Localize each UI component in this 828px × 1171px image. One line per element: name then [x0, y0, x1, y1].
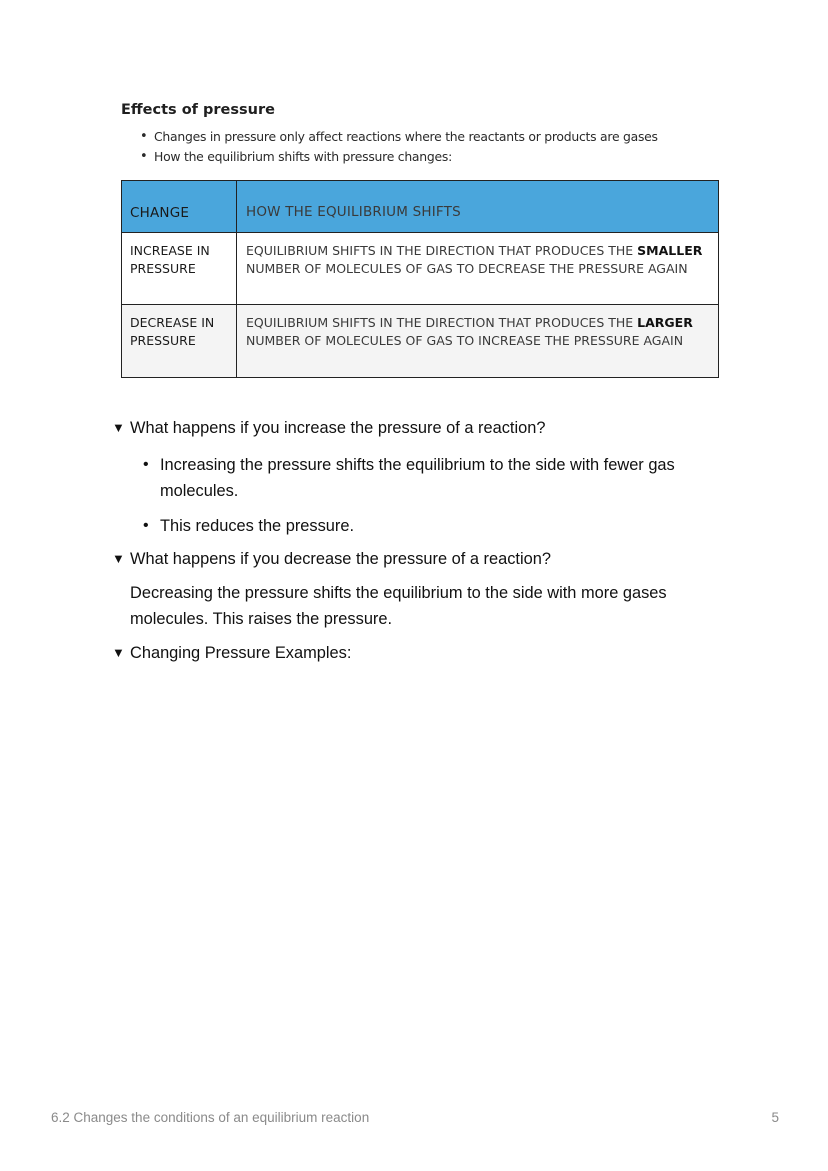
toggle-pressure-examples[interactable] [112, 644, 351, 663]
toggle-label: What happens if you decrease the pressure of a reaction? [130, 550, 551, 568]
table-row [122, 305, 718, 377]
toggle-label: What happens if you increase the pressure of a reaction? [130, 419, 546, 437]
triangle-down-icon[interactable]: ▼ [112, 645, 125, 660]
section-title: Effects of pressure [121, 102, 275, 118]
toggle-decrease-pressure[interactable] [112, 550, 551, 569]
toggle-label: Changing Pressure Examples: [130, 644, 352, 662]
answer-bullet: • Increasing the pressure shifts the equilibrium to the side with fewer gas molecules. [142, 452, 702, 504]
header-change: CHANGE [122, 181, 237, 232]
row-change-cell: DECREASE IN PRESSURE [122, 305, 237, 377]
row-shift-cell [237, 233, 718, 304]
intro-bullet-list [140, 128, 658, 168]
answer-bullet: • This reduces the pressure. [142, 513, 702, 539]
shift-bold-word: SMALLER [637, 243, 703, 258]
shift-text: EQUILIBRIUM SHIFTS IN THE DIRECTION THAT PRODUCES THE [246, 243, 634, 258]
toggle-answer-text: Decreasing the pressure shifts the equilibrium to the side with more gases molecules. This raises the pressure. [130, 584, 667, 628]
shift-text: NUMBER OF MOLECULES OF GAS TO INCREASE THE PRESSURE AGAIN [246, 332, 684, 348]
triangle-down-icon[interactable]: ▼ [112, 420, 125, 435]
row-shift-cell [237, 305, 718, 377]
page-number: 5 [771, 1110, 779, 1125]
shift-text: NUMBER OF MOLECULES OF GAS TO DECREASE THE PRESSURE AGAIN [246, 260, 688, 276]
toggle-increase-pressure[interactable] [112, 419, 545, 438]
shift-text: EQUILIBRIUM SHIFTS IN THE DIRECTION THAT PRODUCES THE [246, 315, 634, 330]
intro-bullet: • Changes in pressure only affect reactions where the reactants or products are gases [140, 128, 658, 148]
footer-document-title: 6.2 Changes the conditions of an equilibrium reaction [51, 1110, 370, 1125]
toggle-answer-list [142, 452, 702, 548]
pressure-effects-table [121, 180, 719, 378]
table-row [122, 233, 718, 305]
header-shift: HOW THE EQUILIBRIUM SHIFTS [246, 204, 461, 220]
row-change-cell: INCREASE IN PRESSURE [122, 233, 237, 304]
shift-bold-word: LARGER [637, 315, 693, 330]
intro-bullet: • How the equilibrium shifts with pressure changes: [140, 148, 658, 168]
triangle-down-icon[interactable]: ▼ [112, 551, 125, 566]
table-header-row [122, 181, 718, 233]
